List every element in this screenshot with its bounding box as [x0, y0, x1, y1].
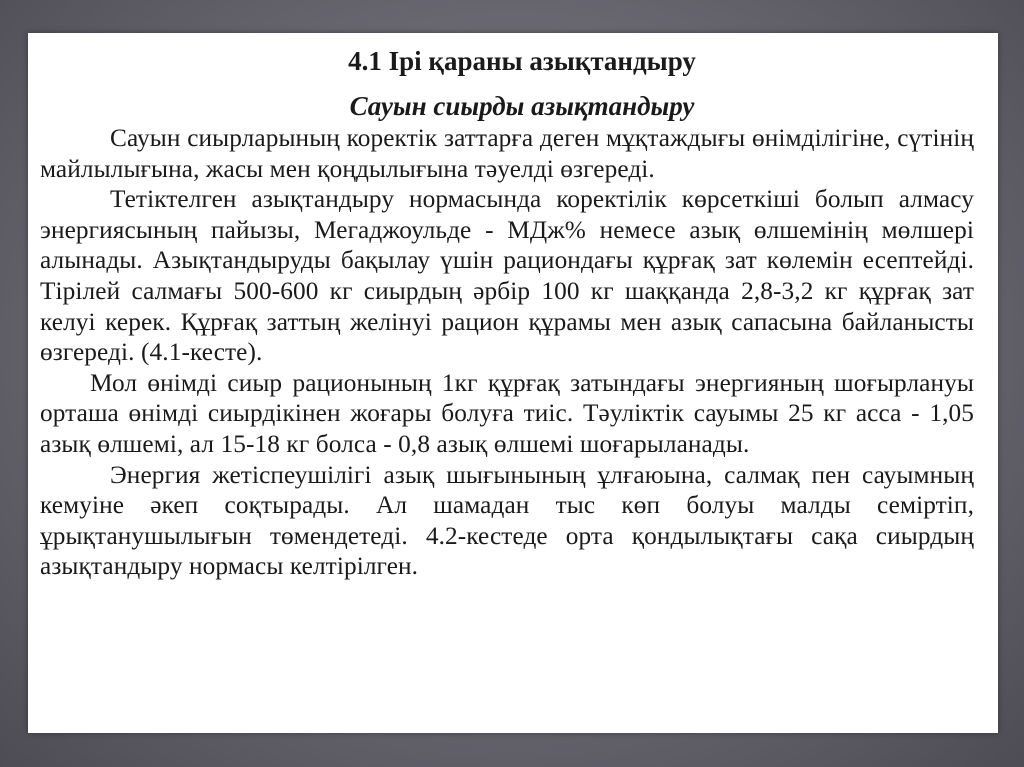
section-subtitle: Сауын сиырды азықтандыру [349, 91, 695, 121]
paragraph-3: Мол өнімді сиыр рационының 1кг құрғақ затындағы энергияның шоғырлануы орташа өнімді сиырдікінен жоғары болуға тиіс. Тәуліктік сауымы 25 кг асса - 1,05 азық өлшемі, ал 15-18 кг болса - 0,8 азық өлшемі шоғарыланады. [40, 368, 974, 458]
paragraph-2: Тетіктелген азықтандыру нормасында коректілік көрсеткіші болып алмасу энергиясының пайызы, Мегаджоульде - МДж% немесе азық өлшемінің мөлшері алынады. Азықтандыруды бақылау үшін рациондағы құрғақ зат көлемін есептейді. Тірілей салмағы 500-600 кг сиырдың әрбір 100 кг шаққанда 2,8-3,2 кг құрғақ зат келуі керек. Құрғақ заттың желінуі рацион құрамы мен азық сапасына байланысты өзгереді. (4.1-кесте). [40, 185, 974, 367]
section-title: 4.1 Ірі қараны азықтандыру [348, 46, 696, 76]
body-text [40, 123, 974, 582]
paragraph-1: Сауын сиырларының коректік заттарға деген мұқтаждығы өнімділігіне, сүтінің майлылығына, жасы мен қоңдылығына тәуелді өзгереді. [40, 124, 974, 183]
document-page [28, 33, 998, 733]
paragraph-4: Энергия жетіспеушілігі азық шығынының ұлғаюына, салмақ пен сауымның кемуіне әкеп соқтырады. Ал шамадан тыс көп болуы малды семіртіп, ұрықтанушылығын төмендетеді. 4.2-кестеде орта қондылықтағы сақа сиырдың азықтандыру нормасы келтірілген. [40, 460, 974, 581]
